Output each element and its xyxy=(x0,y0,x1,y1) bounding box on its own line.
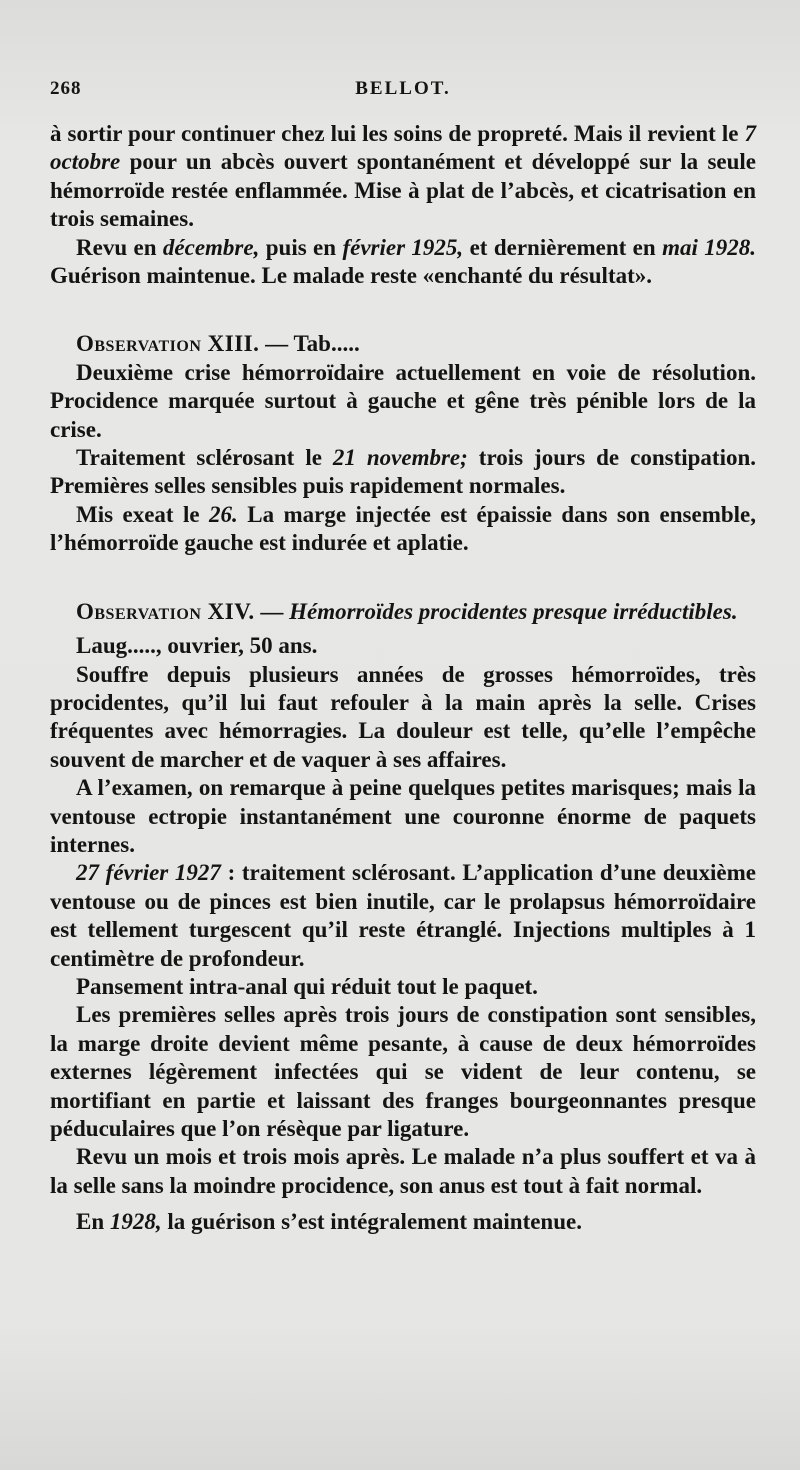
paragraph: Deuxième crise hémorroïdaire actuellement en voie de résolution. Procidence marquée surtout à gauche et gêne très pénible lors de la crise. xyxy=(50,359,756,442)
paragraph: Mis exeat le 26. La marge injectée est épaissie dans son ensemble, l’hémorroïde gauche est indurée et aplatie. xyxy=(50,501,756,556)
observation-heading: Observation XIV. — Hémorroïdes procidentes presque irréductibles. xyxy=(76,598,738,624)
paragraph: Revu en décembre, puis en février 1925, et dernièrement en mai 1928. Guérison maintenue. Le malade reste «enchanté du résultat». xyxy=(50,234,756,289)
date: 7 octobre xyxy=(50,121,756,175)
paragraph: A l’examen, on remarque à peine quelques petites marisques; mais la ventouse ectropie instantanément une couronne énorme de paquets internes. xyxy=(50,775,756,857)
paragraph: Traitement sclérosant le 21 novembre; trois jours de constipation. Premières selles sensibles puis rapidement normales. xyxy=(50,445,756,499)
running-title: BELLOT. xyxy=(355,78,451,99)
paragraph: Laug....., ouvrier, 50 ans. xyxy=(76,633,318,659)
observation-heading: Observation XIII. — Tab..... xyxy=(76,331,360,357)
observation-label: Observation XIII. xyxy=(76,331,260,357)
observation-title: Hémorroïdes procidentes presque irréductibles. xyxy=(289,598,738,624)
paragraph: En 1928, la guérison s’est intégralement maintenue. xyxy=(76,1209,582,1235)
paragraph: Pansement intra-anal qui réduit tout le paquet. xyxy=(76,973,538,999)
paragraph: à sortir pour continuer chez lui les soins de propreté. Mais il revient le 7 octobre pour un abcès ouvert spontanément et développé sur la seule hémorroïde restée enflammée. Mise à plat de l’abcès, et cicatrisation en trois semaines. xyxy=(50,121,756,232)
paragraph: 27 février 1927 : traitement sclérosant. L’application d’une deuxième ventouse ou de pinces est bien inutile, car le prolapsus hémorroïdaire est tellement turgescent qu’il reste étranglé. Injections multiples à 1 centimètre de profondeur. xyxy=(50,860,756,971)
page-number: 268 xyxy=(50,78,82,99)
paragraph: Revu un mois et trois mois après. Le malade n’a plus souffert et va à la selle sans la moindre procidence, son anus est tout à fait normal. xyxy=(50,1144,756,1198)
running-head xyxy=(50,78,756,108)
observation-label: Observation XIV. xyxy=(76,598,255,624)
paragraph: Les premières selles après trois jours de constipation sont sensibles, la marge droite devient même pesante, à cause de deux hémorroïdes externes légèrement infectées qui se vident de leur contenu, se mortifiant en partie et laissant des franges bourgeonnantes presque péduculaires que l’on résèque par ligature. xyxy=(50,1002,756,1141)
paragraph: Souffre depuis plusieurs années de grosses hémorroïdes, très procidentes, qu’il lui faut refouler à la main après la selle. Crises fréquentes avec hémorragies. La douleur est telle, qu’elle l’empêche souvent de marcher et de vaquer à ses affaires. xyxy=(50,661,756,772)
